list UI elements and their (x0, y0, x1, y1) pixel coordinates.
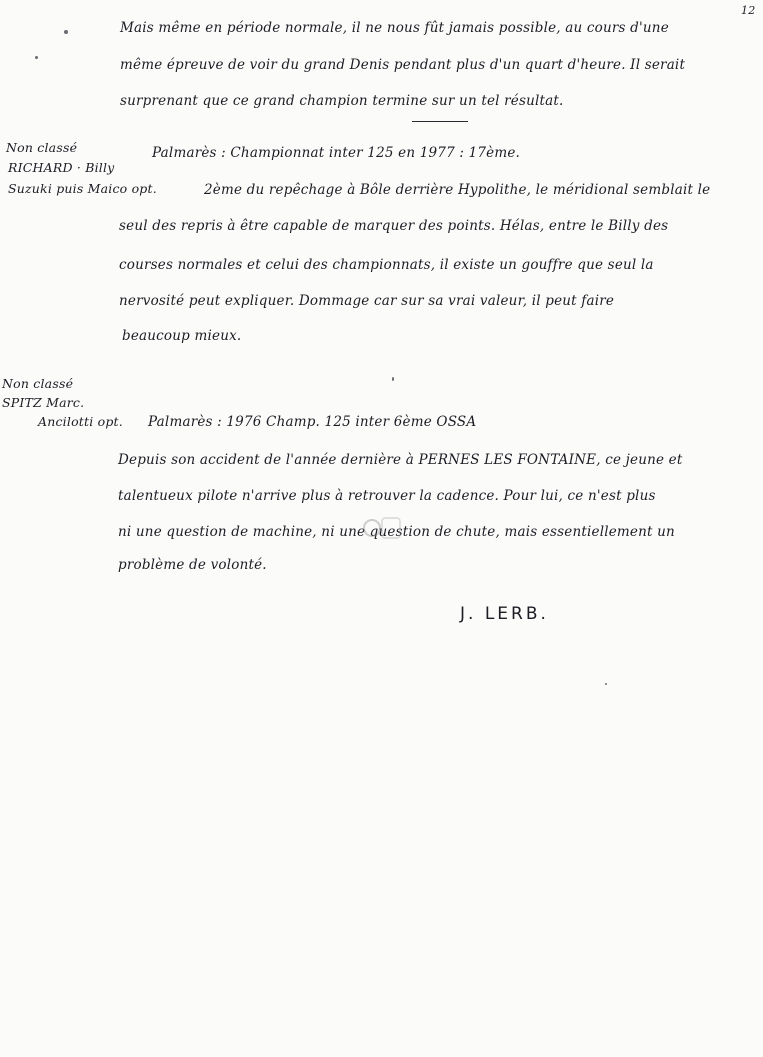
paper-speck (35, 56, 38, 59)
richard-text-line-2: seul des repris à être capable de marquer des points. Hélas, entre le Billy des (119, 218, 669, 234)
paper-speck (605, 683, 607, 685)
spitz-text-line-3: ni une question de machine, ni une question de chute, mais essentiellement un (118, 524, 675, 540)
richard-text-line-4: nervosité peut expliquer. Dommage car sur sa vrai valeur, il peut faire (119, 293, 615, 309)
page-number: 12 (741, 4, 756, 17)
section-divider (412, 121, 468, 122)
spitz-margin-status: Non classé (2, 376, 74, 391)
watermark-stamp (362, 514, 404, 542)
richard-text-line-5: beaucoup mieux. (122, 328, 242, 344)
paper-speck (392, 377, 394, 381)
paper-speck (64, 30, 68, 34)
richard-margin-name: RICHARD · Billy (8, 160, 115, 175)
intro-line-3: surprenant que ce grand champion termine sur un tel résultat. (120, 93, 564, 109)
spitz-margin-name: SPITZ Marc. (2, 395, 85, 410)
richard-margin-status: Non classé (6, 140, 78, 155)
signature: J. LERB. (460, 604, 549, 624)
spitz-text-line-4: problème de volonté. (118, 557, 267, 573)
intro-line-2: même épreuve de voir du grand Denis pendant plus d'un quart d'heure. Il serait (120, 57, 686, 73)
richard-text-line-1: 2ème du repêchage à Bôle derrière Hypolithe, le méridional semblait le (204, 182, 711, 198)
spitz-margin-bike: Ancilotti opt. (38, 414, 123, 429)
richard-palmares: Palmarès : Championnat inter 125 en 1977 : 17ème. (152, 145, 521, 161)
intro-line-1: Mais même en période normale, il ne nous fût jamais possible, au cours d'une (120, 20, 669, 36)
spitz-palmares: Palmarès : 1976 Champ. 125 inter 6ème OSSA (148, 414, 477, 430)
spitz-text-line-1: Depuis son accident de l'année dernière à PERNES LES FONTAINE, ce jeune et (118, 452, 683, 468)
spitz-text-line-2: talentueux pilote n'arrive plus à retrouver la cadence. Pour lui, ce n'est plus (118, 488, 656, 504)
richard-text-line-3: courses normales et celui des championnats, il existe un gouffre que seul la (119, 257, 654, 273)
richard-margin-bike: Suzuki puis Maico opt. (8, 181, 157, 196)
